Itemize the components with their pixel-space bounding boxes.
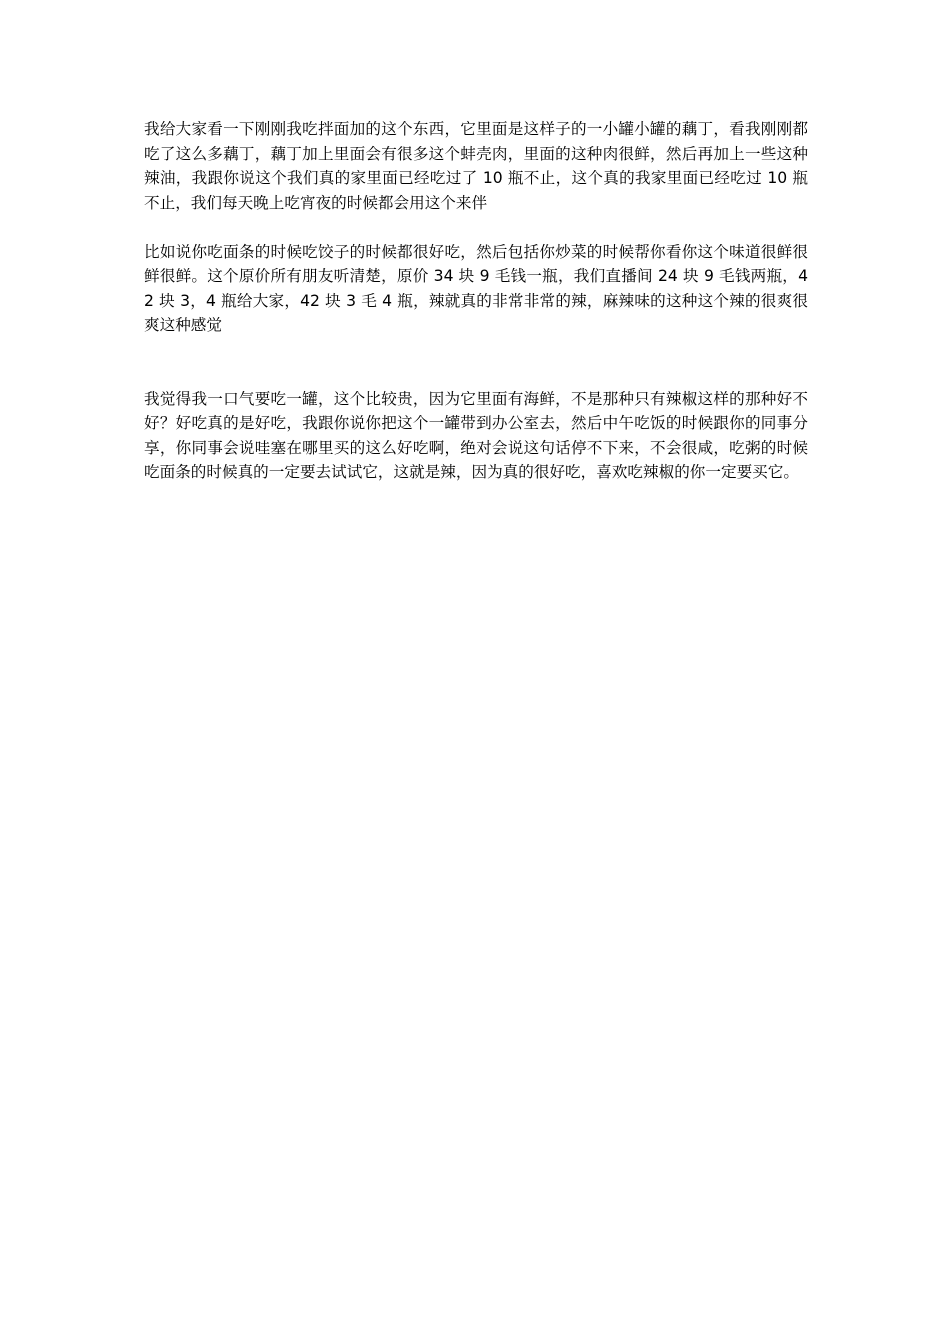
document-body	[144, 117, 808, 485]
paragraph-3: 我觉得我一口气要吃一罐，这个比较贵，因为它里面有海鲜，不是那种只有辣椒这样的那种好不好？好吃真的是好吃，我跟你说你把这个一罐带到办公室去，然后中午吃饭的时候跟你的同事分享，你同事会说哇塞在哪里买的这么好吃啊，绝对会说这句话停不下来，不会很咸，吃粥的时候吃面条的时候真的一定要去试试它，这就是辣，因为真的很好吃，喜欢吃辣椒的你一定要买它。	[144, 389, 808, 481]
paragraph-1: 我给大家看一下刚刚我吃拌面加的这个东西，它里面是这样子的一小罐小罐的藕丁，看我刚刚都吃了这么多藕丁，藕丁加上里面会有很多这个蚌壳肉，里面的这种肉很鲜，然后再加上一些这种辣油，我跟你说这个我们真的家里面已经吃过了 10 瓶不止，这个真的我家里面已经吃过 10 瓶不止，我们每天晚上吃宵夜的时候都会用这个来伴	[144, 120, 808, 212]
paragraph-2: 比如说你吃面条的时候吃饺子的时候都很好吃，然后包括你炒菜的时候帮你看你这个味道很鲜很鲜很鲜。这个原价所有朋友听清楚，原价 34 块 9 毛钱一瓶，我们直播间 24 块 9 毛钱两瓶，42 块 3，4 瓶给大家，42 块 3 毛 4 瓶，辣就真的非常非常的辣，麻辣味的这种这个辣的很爽很爽这种感觉	[144, 242, 808, 334]
